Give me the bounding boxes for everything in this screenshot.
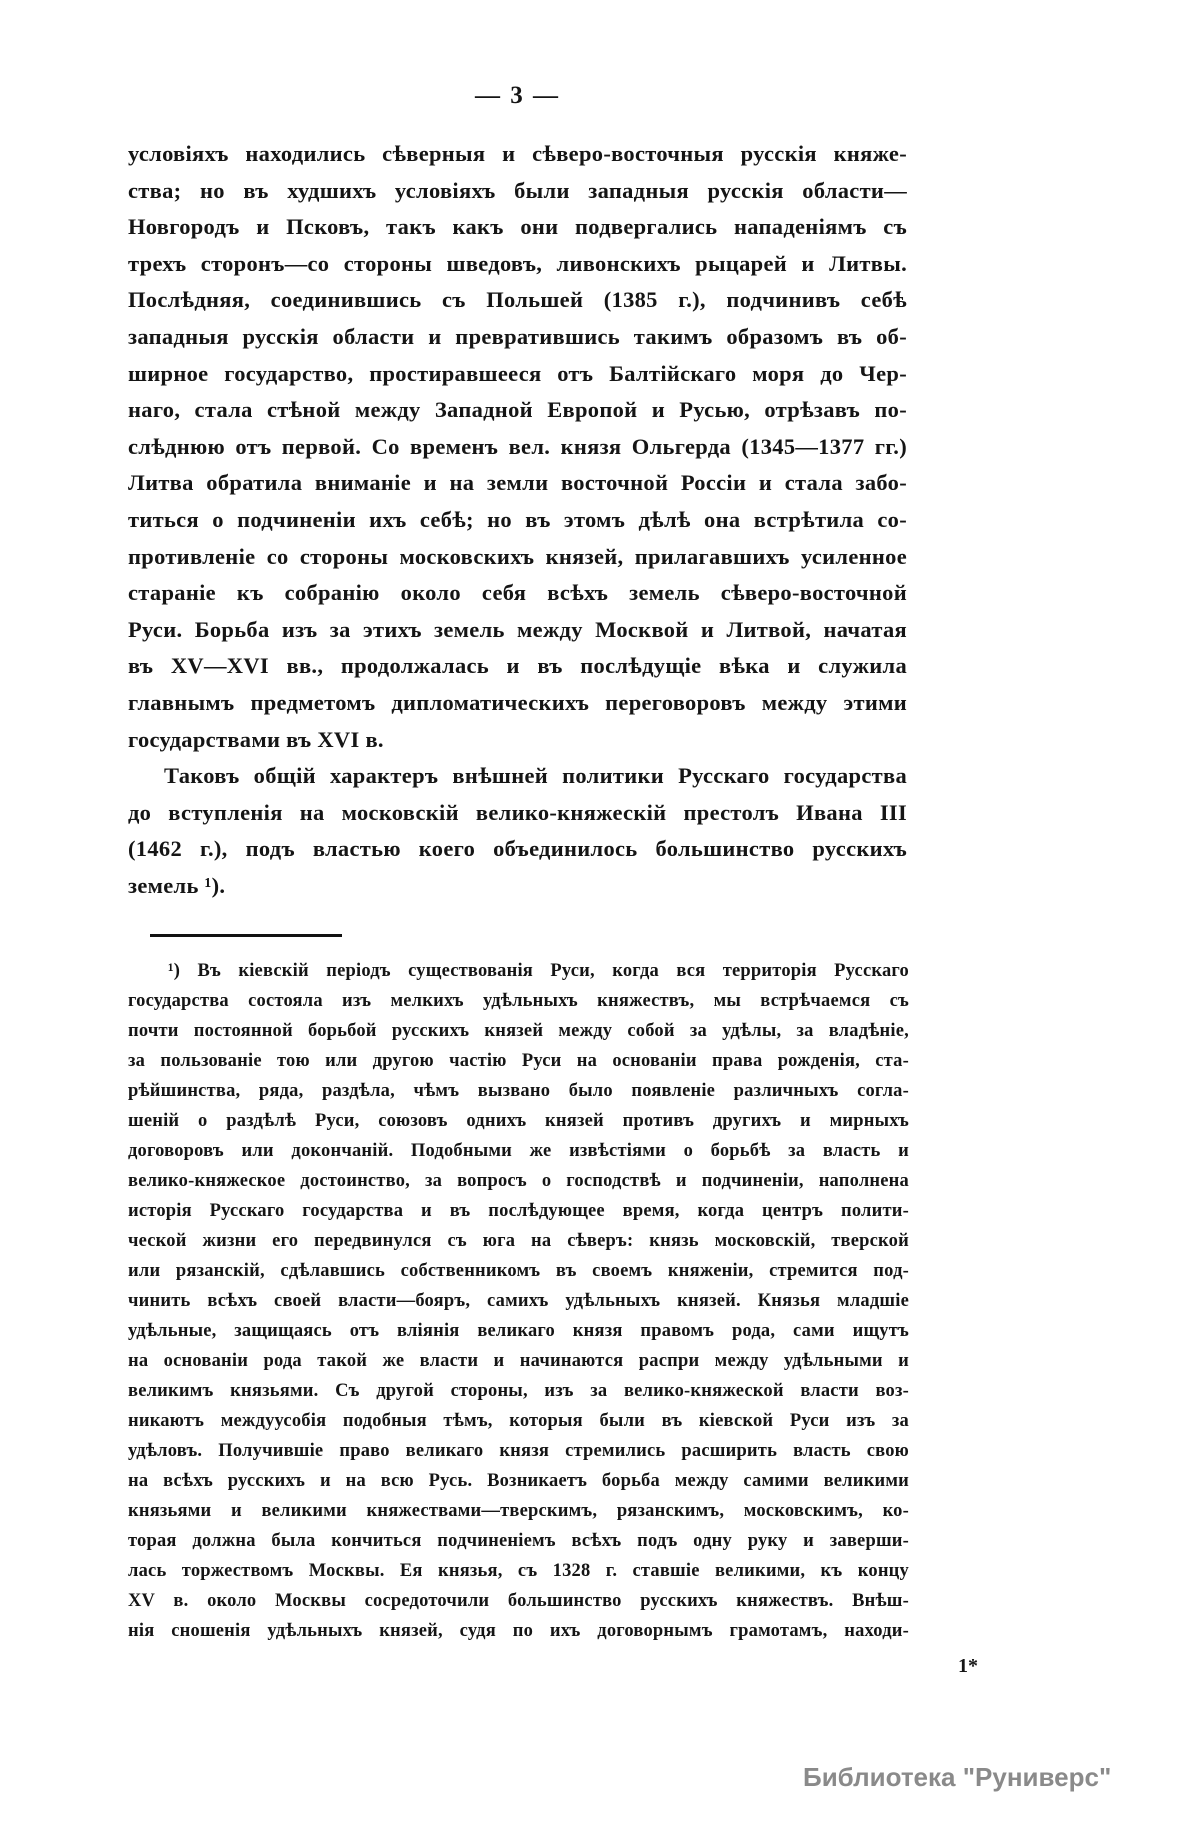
footnote-line: велико-княжеское достоинство, за вопросъ о господствѣ и подчиненіи, наполнена bbox=[128, 1171, 909, 1191]
text-line: противленіе со стороны московскихъ князей, прилагавшихъ усиленное bbox=[128, 543, 907, 569]
footnote-line: удѣловъ. Получившіе право великаго князя стремились расширить власть свою bbox=[128, 1441, 909, 1461]
text-line: ширное государство, простиравшееся отъ Балтійскаго моря до Чер- bbox=[128, 360, 907, 386]
footnote-line: государства состояла изъ мелкихъ удѣльныхъ княжествъ, мы встрѣчаемся съ bbox=[128, 991, 909, 1011]
text-line: стараніе къ собранію около себя всѣхъ земель сѣверо-восточной bbox=[128, 580, 907, 606]
footnote-line: шеній о раздѣлѣ Руси, союзовъ однихъ князей противъ другихъ и мирныхъ bbox=[128, 1111, 909, 1131]
footnote-line: на основаніи рода такой же власти и начинаются распри между удѣльными и bbox=[128, 1351, 909, 1371]
text-line: ства; но въ худшихъ условіяхъ были западныя русскія области— bbox=[128, 177, 907, 203]
text-line: наго, стала стѣной между Западной Европой и Русью, отрѣзавъ по- bbox=[128, 397, 907, 423]
text-line: Таковъ общій характеръ внѣшней политики Русскаго государства bbox=[164, 763, 907, 789]
text-line: (1462 г.), подъ властью коего объединилось большинство русскихъ bbox=[128, 836, 907, 862]
footnote-line: на всѣхъ русскихъ и на всю Русь. Возникаетъ борьба между самими великими bbox=[128, 1471, 909, 1491]
footnote-line: торая должна была кончиться подчиненіемъ всѣхъ подъ одну руку и заверши- bbox=[128, 1531, 909, 1551]
footnote-line: нія сношенія удѣльныхъ князей, судя по ихъ договорнымъ грамотамъ, находи- bbox=[128, 1621, 909, 1641]
footnote-line: лась торжествомъ Москвы. Ея князья, съ 1328 г. ставшіе великими, къ концу bbox=[128, 1561, 909, 1581]
main-text-block bbox=[128, 136, 907, 904]
footnote-line: удѣльные, защищаясь отъ вліянія великаго князя правомъ рода, сами ищутъ bbox=[128, 1321, 909, 1341]
footnote-line: ¹) Въ кіевскій періодъ существованія Руси, когда вся территорія Русскаго bbox=[168, 961, 909, 981]
text-line: государствами въ XVI в. bbox=[128, 726, 384, 752]
signature-mark: 1* bbox=[958, 1655, 978, 1677]
text-line: главнымъ предметомъ дипломатическихъ переговоровъ между этими bbox=[128, 689, 907, 715]
text-line: трехъ сторонъ—со стороны шведовъ, ливонскихъ рыцарей и Литвы. bbox=[128, 250, 907, 276]
footnote-block bbox=[128, 956, 909, 1646]
text-line: условіяхъ находились сѣверныя и сѣверо-восточныя русскія княже- bbox=[128, 141, 907, 166]
text-line: слѣднюю отъ первой. Со временъ вел. князя Ольгерда (1345—1377 гг.) bbox=[128, 433, 907, 459]
footnote-separator-rule bbox=[150, 934, 342, 937]
library-watermark: Библиотека "Руниверс" bbox=[803, 1762, 1112, 1792]
text-line: Послѣдняя, соединившись съ Польшей (1385 г.), подчинивъ себѣ bbox=[128, 287, 907, 313]
footnote-line: ческой жизни его передвинулся съ юга на сѣверъ: князь московскій, тверской bbox=[128, 1231, 909, 1251]
text-line: западныя русскія области и превратившись такимъ образомъ въ об- bbox=[128, 323, 907, 349]
footnote-line: рѣйшинства, ряда, раздѣла, чѣмъ вызвано было появленіе различныхъ согла- bbox=[128, 1081, 909, 1101]
footnote-line: или рязанскій, сдѣлавшись собственникомъ въ своемъ княженіи, стремится под- bbox=[128, 1261, 909, 1281]
text-line: до вступленія на московскій велико-княжескій престолъ Ивана III bbox=[128, 799, 907, 825]
footnote-line: исторія Русскаго государства и въ послѣдующее время, когда центръ полити- bbox=[128, 1201, 909, 1221]
text-line: Руси. Борьба изъ за этихъ земель между Москвой и Литвой, начатая bbox=[128, 616, 907, 642]
footnote-line: князьями и великими княжествами—тверскимъ, рязанскимъ, московскимъ, ко- bbox=[128, 1501, 909, 1521]
footnote-line: почти постоянной борьбой русскихъ князей между собой за удѣлы, за владѣніе, bbox=[128, 1021, 909, 1041]
footnote-line: великимъ князьями. Съ другой стороны, изъ за велико-княжеской власти воз- bbox=[128, 1381, 909, 1401]
footnote-line: XV в. около Москвы сосредоточили большинство русскихъ княжествъ. Внѣш- bbox=[128, 1591, 909, 1611]
page-number: — 3 — bbox=[475, 82, 560, 109]
text-line: въ XV—XVI вв., продолжалась и въ послѣдущіе вѣка и служила bbox=[128, 653, 907, 679]
text-line: титься о подчиненіи ихъ себѣ; но въ этомъ дѣлѣ она встрѣтила со- bbox=[128, 506, 907, 532]
footnote-line: договоровъ или докончаній. Подобными же извѣстіями о борьбѣ за власть и bbox=[128, 1141, 909, 1161]
footnote-line: за пользованіе тою или другою частію Руси на основаніи права рожденія, ста- bbox=[128, 1051, 909, 1071]
footnote-line: чинить всѣхъ своей власти—бояръ, самихъ удѣльныхъ князей. Князья младшіе bbox=[128, 1291, 909, 1311]
footnote-line: никаютъ междуусобія подобныя тѣмъ, которыя были въ кіевской Руси изъ за bbox=[128, 1411, 909, 1431]
text-line: Новгородъ и Псковъ, такъ какъ они подвергались нападеніямъ съ bbox=[128, 214, 907, 240]
text-line: Литва обратила вниманіе и на земли восточной Россіи и стала забо- bbox=[128, 470, 907, 496]
text-line: земель ¹). bbox=[128, 872, 226, 898]
